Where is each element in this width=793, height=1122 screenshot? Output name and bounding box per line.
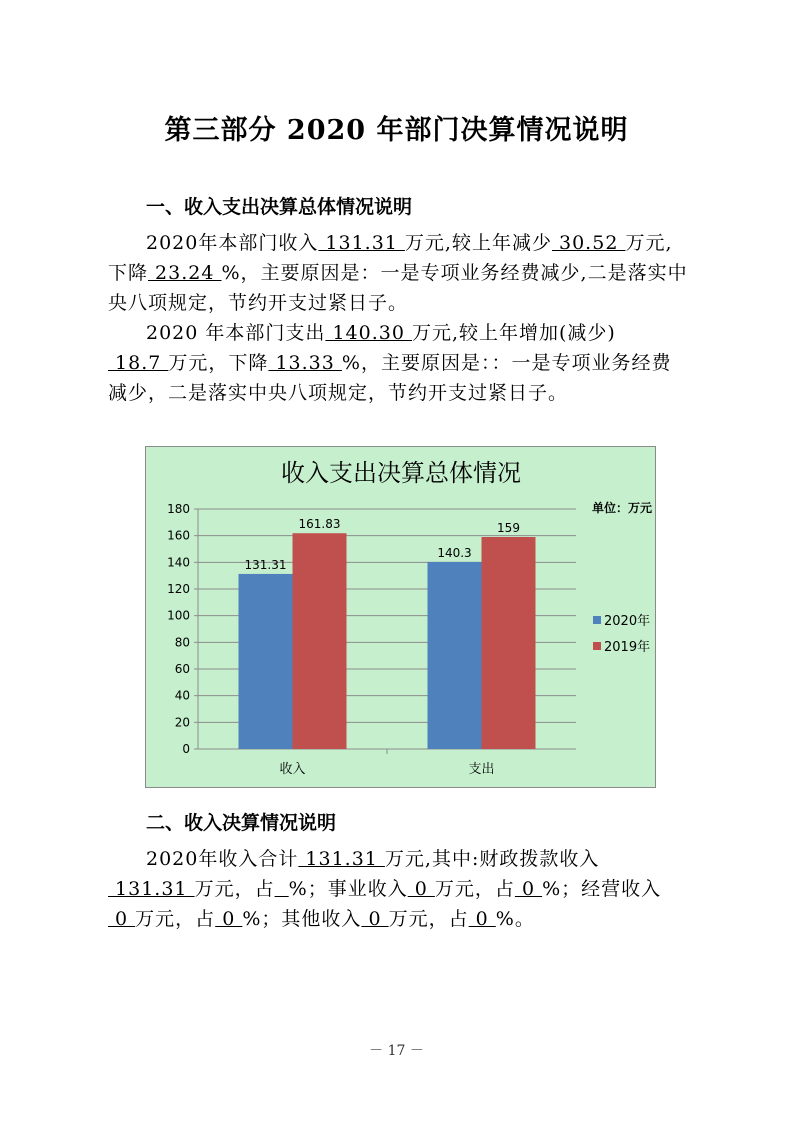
chart-svg bbox=[146, 447, 657, 789]
text-run: 万元,其中:财政拨款收入 bbox=[384, 848, 600, 870]
text-run: 万元，占 bbox=[135, 908, 216, 930]
bar-2020年-收入 bbox=[239, 574, 293, 749]
text-run: 2020年本部门收入 bbox=[146, 232, 319, 254]
income-decrease-value: 30.52 bbox=[551, 232, 626, 254]
income-expense-chart bbox=[145, 446, 656, 788]
x-category-label: 收入 bbox=[279, 762, 306, 777]
text-run: 2020 年本部门支出 bbox=[146, 322, 326, 344]
y-tick-label: 80 bbox=[174, 635, 190, 650]
y-tick-label: 0 bbox=[182, 742, 190, 756]
chart-title: 收入支出决算总体情况 bbox=[281, 459, 521, 487]
bar-2019年-支出 bbox=[482, 537, 536, 749]
legend-label: 2020年 bbox=[604, 614, 651, 629]
legend-label: 2019年 bbox=[604, 640, 651, 655]
expense-decrease-percent: 13.33 bbox=[268, 352, 342, 374]
text-run: 万元，占 bbox=[194, 878, 275, 900]
text-run: %，主要原因是：：一是专项业务经费减少，二是落实中央八项规定，节约开支过紧日子。 bbox=[108, 352, 672, 404]
text-run: 万元，占 bbox=[388, 908, 469, 930]
text-run: %，主要原因是：一是专项业务经费减少,二是落实中央八项规定，节约开支过紧日子。 bbox=[108, 262, 688, 314]
expense-total-value: 140.30 bbox=[325, 322, 412, 344]
legend-swatch-2020年 bbox=[593, 616, 601, 624]
section2-heading: 二、收入决算情况说明 bbox=[146, 812, 337, 834]
business-income-percent: 0 bbox=[514, 878, 543, 900]
page-title: 第三部分 2020 年部门决算情况说明 bbox=[164, 115, 629, 146]
text-run: %。 bbox=[495, 908, 535, 930]
fiscal-allocation-value: 131.31 bbox=[108, 878, 195, 900]
bar-data-label: 159 bbox=[497, 521, 520, 535]
bar-data-label: 161.83 bbox=[298, 517, 341, 532]
expense-paragraph bbox=[108, 318, 690, 408]
bar-data-label: 140.3 bbox=[437, 545, 472, 560]
y-tick-label: 100 bbox=[167, 608, 190, 623]
operating-income-value: 0 bbox=[108, 908, 136, 930]
text-run: 万元，占 bbox=[434, 878, 515, 900]
bar-2019年-收入 bbox=[293, 533, 347, 749]
bar-2020年-支出 bbox=[428, 562, 482, 749]
income-detail-paragraph bbox=[108, 844, 690, 934]
section1-body bbox=[108, 228, 690, 408]
section2-body bbox=[108, 844, 690, 934]
expense-change-value: 18.7 bbox=[108, 352, 169, 374]
business-income-value: 0 bbox=[407, 878, 435, 900]
text-run: %；事业收入 bbox=[288, 878, 408, 900]
text-run: %；经营收入 bbox=[542, 878, 662, 900]
text-run: 万元,较上年增加(减少) bbox=[411, 322, 616, 344]
chart-unit-label: 单位：万元 bbox=[591, 501, 652, 515]
y-tick-label: 120 bbox=[167, 582, 190, 596]
bar-data-label: 131.31 bbox=[244, 557, 287, 572]
y-tick-label: 60 bbox=[174, 662, 190, 676]
income-paragraph bbox=[108, 228, 690, 318]
y-tick-label: 40 bbox=[174, 688, 190, 703]
text-run: 万元，下降 bbox=[168, 352, 269, 374]
y-tick-label: 20 bbox=[174, 715, 190, 730]
x-category-label: 支出 bbox=[468, 762, 495, 777]
fiscal-allocation-percent bbox=[275, 878, 289, 900]
operating-income-percent: 0 bbox=[215, 908, 243, 930]
other-income-percent: 0 bbox=[468, 908, 496, 930]
other-income-value: 0 bbox=[361, 908, 389, 930]
text-run: %；其他收入 bbox=[242, 908, 362, 930]
income-total-value: 131.31 bbox=[318, 232, 405, 254]
text-run: 2020年收入合计 bbox=[146, 848, 299, 870]
income-decrease-percent: 23.24 bbox=[148, 262, 222, 284]
section1-heading: 一、收入支出决算总体情况说明 bbox=[146, 196, 413, 218]
y-tick-label: 180 bbox=[167, 502, 190, 516]
income-sum-value: 131.31 bbox=[298, 848, 385, 870]
legend-swatch-2019年 bbox=[593, 642, 601, 650]
y-tick-label: 140 bbox=[167, 555, 190, 570]
text-run: 万元,下降 bbox=[108, 232, 673, 284]
page-number: － 17 － bbox=[369, 1043, 424, 1059]
text-run: 万元,较上年减少 bbox=[404, 232, 552, 254]
y-tick-label: 160 bbox=[167, 528, 190, 543]
